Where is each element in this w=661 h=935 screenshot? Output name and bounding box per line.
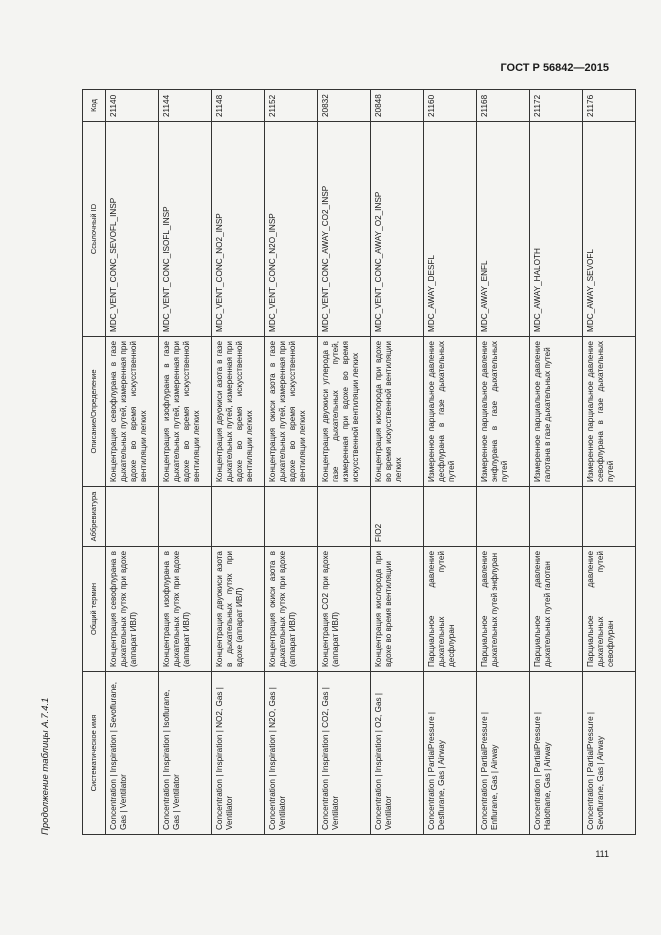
standard-header: ГОСТ Р 56842—2015	[500, 62, 609, 74]
cell-common-term: Парциальное давление дыхательных путей галотан	[530, 547, 583, 672]
cell-code: 21144	[159, 90, 212, 122]
cell-abbreviation	[159, 487, 212, 547]
table-row	[106, 90, 159, 835]
cell-description: Концентрация севофлурана в газе дыхательных путей, измеренная при вдохе во время искусственной вентиляции легких	[106, 337, 159, 487]
cell-systematic-name: Concentration | Inspiration | O2, Gas | Ventilator	[371, 672, 424, 835]
cell-code: 21160	[424, 90, 477, 122]
cell-code: 21172	[530, 90, 583, 122]
cell-code: 20848	[371, 90, 424, 122]
cell-systematic-name: Concentration | PartialPressure | Halothane, Gas | Airway	[530, 672, 583, 835]
cell-common-term: Концентрация изофлурана в дыхательных путях при вдохе (аппарат ИВЛ)	[159, 547, 212, 672]
cell-description: Измеренное парциальное давление энфлурана в газе дыхательных путей	[477, 337, 530, 487]
header-systematic-name: Систематическое имя	[83, 672, 106, 835]
header-abbreviation: Аббревиатура	[83, 487, 106, 547]
table-header-row	[83, 90, 106, 835]
cell-common-term: Концентрация двуокиси азота в дыхательных путях при вдохе (аппарат ИВЛ)	[212, 547, 265, 672]
table-row	[318, 90, 371, 835]
cell-description: Концентрация кислорода при вдохе во время искусственной вентиляции легких	[371, 337, 424, 487]
cell-description: Концентрация двуокиси азота в газе дыхательных путей, измеренная при вдохе во время искусственной вентиляции легких	[212, 337, 265, 487]
cell-common-term: Парциальное давление дыхательных путей энфлуран	[477, 547, 530, 672]
cell-code: 21168	[477, 90, 530, 122]
cell-description: Концентрация окиси азота в газе дыхательных путей, измеренная при вдохе во время искусственной вентиляции легких	[265, 337, 318, 487]
cell-systematic-name: Concentration | PartialPressure | Desflurane, Gas | Airway	[424, 672, 477, 835]
page-number: 111	[595, 849, 609, 859]
cell-reference-id: MDC_VENT_CONC_N2O_INSP	[265, 122, 318, 337]
cell-common-term: Концентрация CO2 при вдохе (аппарат ИВЛ)	[318, 547, 371, 672]
table-row	[212, 90, 265, 835]
cell-code: 21176	[583, 90, 636, 122]
cell-reference-id: MDC_VENT_CONC_AWAY_CO2_INSP	[318, 122, 371, 337]
cell-description: Измеренное парциальное давление десфлурана в газе дыхательных путей	[424, 337, 477, 487]
table-caption: Продолжение таблицы А.7.4.1	[40, 697, 51, 835]
cell-description: Концентрация двуокиси углерода в газе дыхательных путей, измеренная при вдохе во время искусственной вентиляции легких	[318, 337, 371, 487]
cell-abbreviation	[265, 487, 318, 547]
header-reference-id: Ссылочный ID	[83, 122, 106, 337]
cell-abbreviation	[106, 487, 159, 547]
cell-abbreviation	[318, 487, 371, 547]
cell-systematic-name: Concentration | PartialPressure | Enflurane, Gas | Airway	[477, 672, 530, 835]
cell-reference-id: MDC_VENT_CONC_ISOFL_INSP	[159, 122, 212, 337]
rotated-content	[40, 90, 615, 835]
header-description: Описание/Определение	[83, 337, 106, 487]
cell-common-term: Концентрация кислорода при вдохе во время вентиляции	[371, 547, 424, 672]
terms-table	[82, 89, 636, 835]
cell-description: Концентрация изофлурана в газе дыхательных путей, измеренная при вдохе во время искусственной вентиляции легких	[159, 337, 212, 487]
cell-systematic-name: Concentration | Inspiration | CO2, Gas | Ventilator	[318, 672, 371, 835]
table-row	[371, 90, 424, 835]
cell-common-term: Парциальное давление дыхательных путей севофлуран	[583, 547, 636, 672]
cell-description: Измеренное парциальное давление галотана в газе дыхательных путей	[530, 337, 583, 487]
header-common-term: Общий термин	[83, 547, 106, 672]
cell-reference-id: MDC_AWAY_SEVOFL	[583, 122, 636, 337]
cell-systematic-name: Concentration | Inspiration | NO2, Gas | Ventilator	[212, 672, 265, 835]
cell-code: 20832	[318, 90, 371, 122]
table-row	[530, 90, 583, 835]
cell-abbreviation	[477, 487, 530, 547]
cell-systematic-name: Concentration | Inspiration | Sevoflurane, Gas | Ventilator	[106, 672, 159, 835]
cell-description: Измеренное парциальное давление севофлурана в газе дыхательных путей	[583, 337, 636, 487]
table-row	[477, 90, 530, 835]
cell-abbreviation: FIO2	[371, 487, 424, 547]
cell-systematic-name: Concentration | PartialPressure | Sevoflurane, Gas | Airway	[583, 672, 636, 835]
cell-abbreviation	[583, 487, 636, 547]
cell-code: 21140	[106, 90, 159, 122]
cell-common-term: Парциальное давление дыхательных путей десфлуран	[424, 547, 477, 672]
cell-common-term: Концентрация окиси азота в дыхательных путях при вдохе (аппарат ИВЛ)	[265, 547, 318, 672]
cell-reference-id: MDC_VENT_CONC_NO2_INSP	[212, 122, 265, 337]
table-row	[265, 90, 318, 835]
cell-reference-id: MDC_AWAY_ENFL	[477, 122, 530, 337]
table-row	[159, 90, 212, 835]
cell-code: 21152	[265, 90, 318, 122]
header-code: Код	[83, 90, 106, 122]
cell-abbreviation	[530, 487, 583, 547]
cell-reference-id: MDC_VENT_CONC_SEVOFL_INSP	[106, 122, 159, 337]
cell-reference-id: MDC_VENT_CONC_AWAY_O2_INSP	[371, 122, 424, 337]
cell-abbreviation	[212, 487, 265, 547]
table-row	[424, 90, 477, 835]
cell-common-term: Концентрация севофлурана в дыхательных путях при вдохе (аппарат ИВЛ)	[106, 547, 159, 672]
cell-code: 21148	[212, 90, 265, 122]
cell-abbreviation	[424, 487, 477, 547]
cell-systematic-name: Concentration | Inspiration | Isoflurane, Gas | Ventilator	[159, 672, 212, 835]
cell-reference-id: MDC_AWAY_HALOTH	[530, 122, 583, 337]
cell-reference-id: MDC_AWAY_DESFL	[424, 122, 477, 337]
table-row	[583, 90, 636, 835]
cell-systematic-name: Concentration | Inspiration | N2O, Gas | Ventilator	[265, 672, 318, 835]
